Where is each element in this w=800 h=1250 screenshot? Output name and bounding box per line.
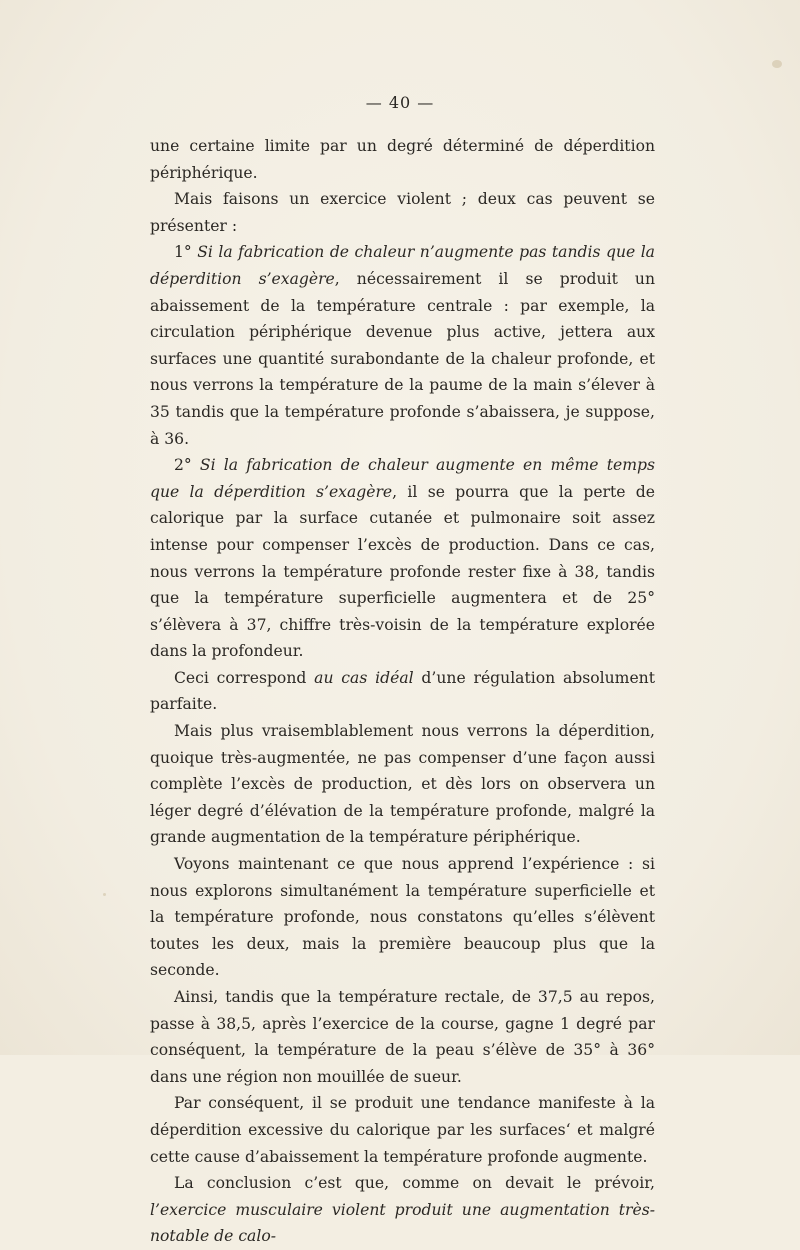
paper-speck	[103, 893, 106, 896]
text-run: Ceci correspond	[174, 668, 315, 687]
italic-text: au cas idéal	[314, 668, 414, 687]
page-number: — 40 —	[365, 93, 435, 112]
text-run: Mais faisons un exercice violent ; deux cas peuvent se présenter :	[150, 190, 655, 235]
paragraph	[150, 718, 655, 851]
paragraph	[150, 984, 655, 1090]
text-run: Mais plus vraisemblablement nous verrons la déperdition, quoique très-augmentée, ne pas compenser d’une façon aussi complète l’excès de production, et dès lors on observera un léger degré d’élévation de la température profonde, malgré la grande augmentation de la température périphérique.	[150, 722, 655, 847]
text-run: d’une régulation absolument parfaite.	[150, 668, 655, 714]
text-run: Ainsi, tandis que la température rectale, de 37,5 au repos, passe à 38,5, après l’exercice de la course, gagne 1 degré par conséquent, la température de la peau s’élève de 35° à 36° dans une région non mouillée de sueur.	[150, 988, 655, 1086]
text-run: La conclusion c’est que, comme on devait le prévoir,	[174, 1174, 655, 1193]
text-run: 1°	[174, 243, 198, 262]
paragraph	[150, 851, 655, 984]
italic-text: Si la fabrication de chaleur n’augmente pas tandis que la déperdition s’exagère	[150, 243, 655, 288]
body-text	[150, 133, 655, 1250]
paragraph	[150, 452, 655, 665]
paragraph	[150, 1090, 655, 1170]
text-run: une certaine limite par un degré déterminé de déperdition périphérique.	[150, 137, 655, 182]
text-run: , il se pourra que la perte de calorique par la surface cutanée et pulmonaire soit assez intense pour compenser l’excès de production. Dans ce cas, nous verrons la température profonde rester fixe à 38, tandis que la température superficielle augmentera et de 25° s’élèvera à 37, chiffre très-voisin de la température explorée dans la profondeur.	[150, 482, 656, 661]
paragraph	[150, 133, 655, 186]
text-run: 2°	[174, 456, 200, 475]
text-run: , nécessairement il se produit un abaissement de la température centrale : par exemple, la circulation périphérique devenue plus active, jettera aux surfaces une quantité surabondante de la chaleur profonde, et nous verrons la température de la paume de la main s’élever à 35 tandis que la température profonde s’abaissera, je suppose, à 36.	[150, 269, 655, 448]
italic-text: l’exercice musculaire violent produit une augmentation très-notable de calo-	[150, 1200, 655, 1246]
text-run: Par conséquent, il se produit une tendance manifeste à la déperdition excessive du calorique par les surfaces‘ et malgré cette cause d’abaissement la température profonde augmente.	[150, 1094, 655, 1166]
paragraph	[150, 1170, 655, 1250]
paragraph	[150, 186, 655, 239]
text-run: Voyons maintenant ce que nous apprend l’expérience : si nous explorons simultanément la température superficielle et la température profonde, nous constatons qu’elles s’élèvent toutes les deux, mais la première beaucoup plus que la seconde.	[150, 855, 655, 980]
italic-text: Si la fabrication de chaleur augmente en même temps que la déperdition s’exagère	[150, 456, 655, 501]
paragraph	[150, 665, 655, 718]
paragraph	[150, 239, 655, 452]
paper-speck	[772, 60, 782, 68]
